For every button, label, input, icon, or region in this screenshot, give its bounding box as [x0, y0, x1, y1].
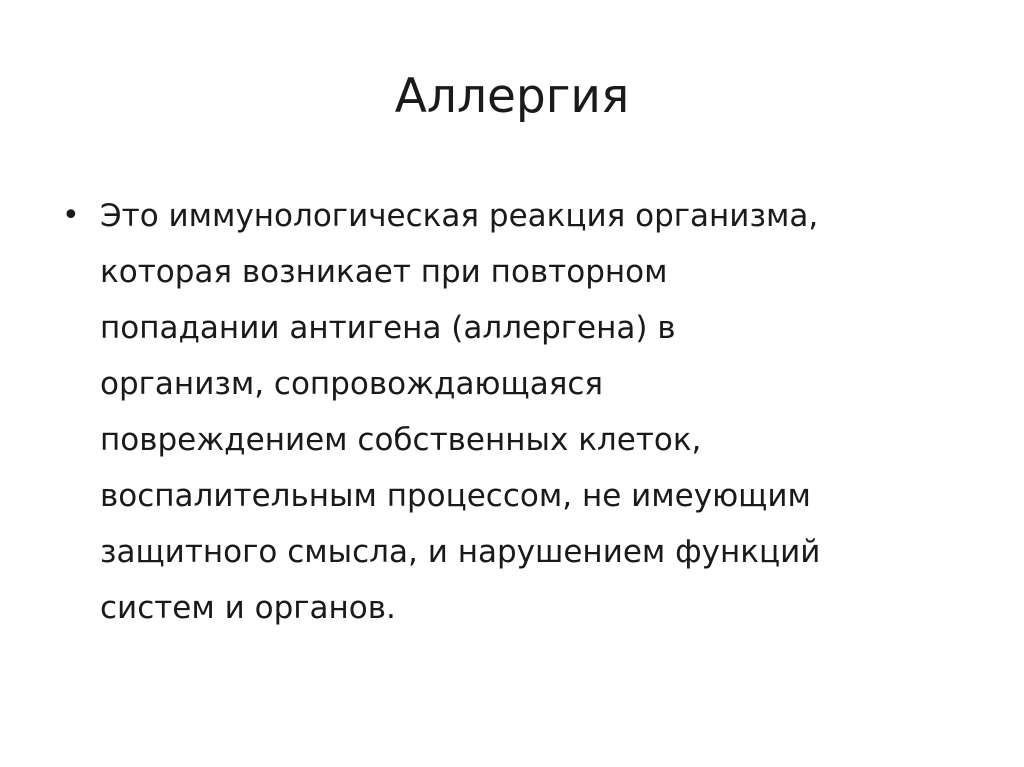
bullet-text-line: воспалительным процессом, не имеующим: [100, 478, 811, 514]
bullet-text-line: которая возникает при повторном: [100, 254, 668, 290]
bullet-list: [62, 188, 962, 636]
bullet-item: [62, 188, 962, 636]
bullet-marker: •: [62, 198, 80, 233]
bullet-text-line: попадании антигена (аллергена) в: [100, 310, 676, 346]
bullet-text-line: повреждением собственных клеток,: [100, 422, 702, 458]
bullet-text-line: организм, сопровождающаяся: [100, 366, 604, 402]
bullet-text-line: защитного смысла, и нарушением функций: [100, 534, 821, 570]
bullet-text-line: Это иммунологическая реакция организма,: [100, 198, 819, 234]
slide-title: Аллергия: [394, 69, 630, 124]
bullet-text-line: систем и органов.: [100, 590, 396, 626]
